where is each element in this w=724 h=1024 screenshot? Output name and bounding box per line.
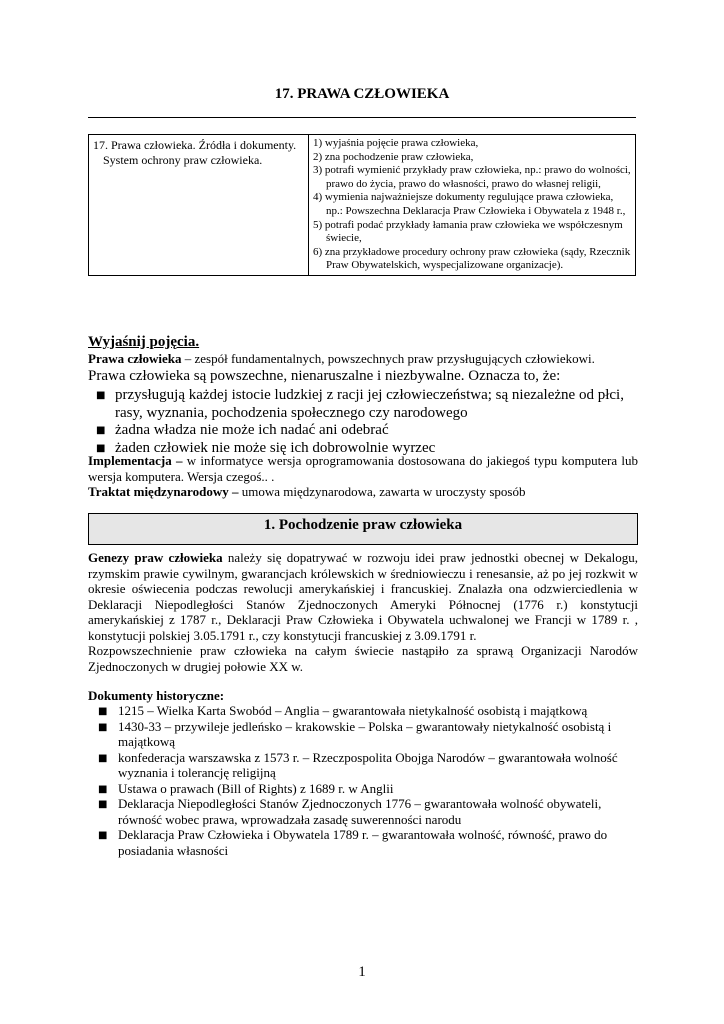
definition-human-rights	[88, 351, 638, 367]
definition-treaty	[88, 484, 638, 500]
square-bullet-icon: ■	[96, 390, 106, 401]
definition-text: umowa międzynarodowa, zawarta w uroczysty sposób	[238, 484, 526, 499]
definition-text: – zespół fundamentalnych, powszechnych praw przysługujących człowiekowi.	[181, 351, 595, 366]
table-row	[89, 135, 636, 276]
historical-documents-list	[88, 703, 638, 858]
square-bullet-icon: ■	[98, 706, 108, 717]
rights-intro: Prawa człowieka są powszechne, nienaruszalne i niezbywalne. Oznacza to, że:	[88, 368, 561, 384]
objective-item: 1) wyjaśnia pojęcie prawa człowieka,	[313, 137, 479, 149]
page-title: 17. PRAWA CZŁOWIEKA	[274, 86, 450, 102]
square-bullet-icon: ■	[98, 752, 108, 764]
objectives-cell	[309, 135, 636, 276]
objective-item: 2) zna pochodzenie praw człowieka,	[313, 150, 474, 163]
rights-properties-list	[88, 387, 638, 457]
definition-text: w informatyce wersja oprogramowania dostosowana do jakiegoś typu komputera lub wersja komputera. Wersja czegoś.. .	[88, 453, 638, 484]
title-divider	[88, 117, 636, 118]
list-item: ■ Deklaracja Praw Człowieka i Obywatela 1789 r. – gwarantowała wolność, równość, prawo do posiadania własności	[98, 827, 608, 858]
square-bullet-icon: ■	[98, 783, 108, 795]
list-item: ■ przysługują każdej istocie ludzkiej z racji jej człowieczeństwa; są niezależne od płci, rasy, wyznania, pochodzenia społecznego czy narodowego	[96, 387, 624, 421]
topic-text: 17. Prawa człowieka. Źródła i dokumenty. System ochrony praw człowieka.	[93, 138, 297, 167]
definition-term: Implementacja –	[88, 453, 183, 468]
objective-item: 4) wymienia najważniejsze dokumenty regulujące prawa człowieka, np.: Powszechna Deklaracja Praw Człowieka i Obywatela z 1948 r.,	[313, 191, 626, 217]
list-item: ■ 1215 – Wielka Karta Swobód – Anglia – gwarantowała nietykalność osobistą i majątkową	[98, 703, 588, 718]
list-item: ■ żaden człowiek nie może się ich dobrowolnie wyrzec	[96, 439, 436, 456]
square-bullet-icon: ■	[98, 799, 108, 810]
objective-item: 3) potrafi wymienić przykłady praw człowieka, np.: prawo do wolności, prawo do życia, prawo do własności, prawo do własnej religii,	[313, 164, 631, 190]
objectives-table	[88, 134, 636, 276]
topic-cell	[89, 135, 309, 276]
square-bullet-icon: ■	[98, 721, 108, 733]
objective-item: 6) zna przykładowe procedury ochrony praw człowieka (sądy, Rzecznik Praw Obywatelskich, wyspecjalizowane organizacje).	[313, 245, 631, 272]
square-bullet-icon: ■	[96, 442, 106, 454]
paragraph-term: Genezy praw człowieka	[88, 550, 223, 565]
page-number: 1	[358, 964, 366, 980]
section-heading-box: 1. Pochodzenie praw człowieka	[88, 513, 638, 545]
list-item: ■ konfederacja warszawska z 1573 r. – Rzeczpospolita Obojga Narodów – gwarantowała wolność wyznania i tolerancję religijną	[98, 749, 618, 780]
definition-term: Traktat międzynarodowy –	[88, 484, 239, 499]
definition-term: Prawa człowieka	[88, 351, 182, 366]
origins-paragraph: Genezy praw człowieka należy się dopatrywać w rozwoju idei praw jednostki obecnej w Dekalogu, rzymskim prawie cywilnym, gwarancjach królewskich w średniowieczu i renesansie, aż po jej rozkwit w okresie oświecenia podczas rewolucji amerykańskiej i francuskiej. Znalazła ona odzwierciedlenia w Deklaracji Niepodległości Stanów Zjednoczonych Ameryki Północnej (1776 r.) konstytucji amerykańskiej z 1787 r., Deklaracji Praw Człowieka i Obywatela uchwalonej we Francji w 1789 r. , konstytucji polskiej 3.05.1791 r., czy konstytucji francuskiej z 3.09.1791 r. Rozpowszechnienie praw człowieka na całym świecie nastąpiło za sprawą Organizacji Narodów Zjednoczonych w drugiej połowie XX w.	[88, 550, 638, 674]
square-bullet-icon: ■	[96, 425, 106, 436]
concepts-heading: Wyjaśnij pojęcia.	[88, 334, 200, 350]
definition-implementation	[88, 453, 638, 484]
list-item: ■ Ustawa o prawach (Bill of Rights) z 1689 r. w Anglii	[98, 780, 394, 796]
objective-item: 5) potrafi podać przykłady łamania praw człowieka we współczesnym świecie,	[313, 218, 623, 245]
list-item: ■ Deklaracja Niepodległości Stanów Zjednoczonych 1776 – gwarantowała wolność obywateli, równość wobec prawa, wprowadzała zasadę suwerenności narodu	[98, 796, 602, 827]
square-bullet-icon: ■	[98, 830, 108, 841]
list-item: ■ żadna władza nie może ich nadać ani odebrać	[96, 422, 389, 438]
spread-paragraph: Rozpowszechnienie praw człowieka na całym świecie nastąpiło za sprawą Organizacji Narodów Zjednoczonych w drugiej połowie XX w.	[88, 643, 638, 674]
list-item: ■ 1430-33 – przywileje jedleńsko – krakowskie – Polska – gwarantowały nietykalność osobistą i majątkową	[98, 718, 612, 749]
documents-heading: Dokumenty historyczne:	[88, 688, 225, 703]
